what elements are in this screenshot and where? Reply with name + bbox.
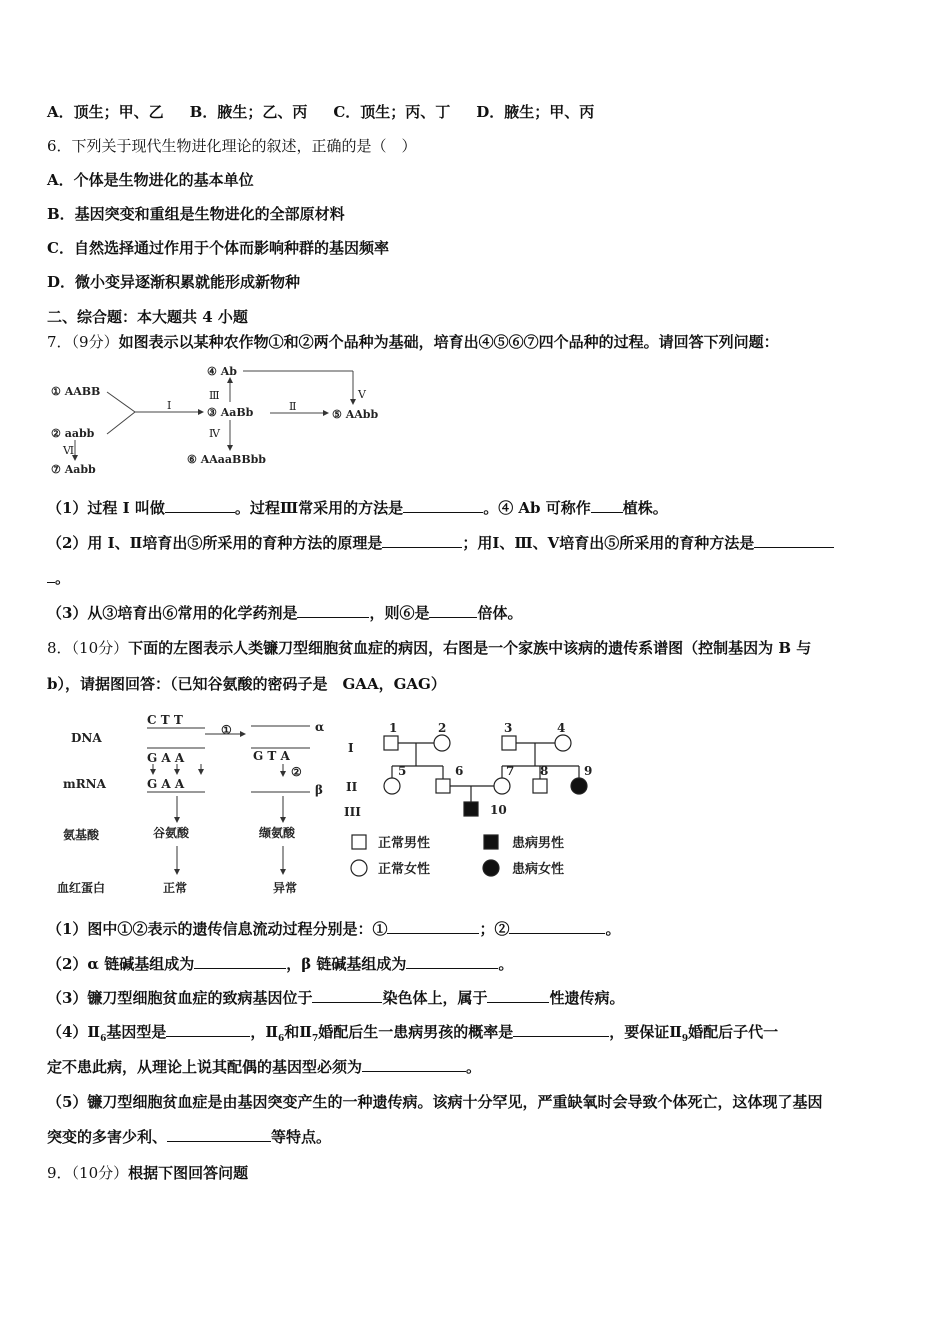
q8-sub2 bbox=[47, 954, 513, 974]
q7-score: （9分） bbox=[71, 333, 119, 351]
person-label-1: 1 bbox=[389, 721, 398, 735]
q7-s1-text-c: 。④ Ab 可称作 bbox=[483, 499, 591, 517]
q7-sub2-cont bbox=[47, 568, 70, 588]
q8-s2-blank-2[interactable] bbox=[406, 954, 498, 969]
person-10 bbox=[464, 802, 478, 816]
q7-s1-blank-3[interactable] bbox=[591, 498, 623, 513]
q8-s4-blank-1[interactable] bbox=[166, 1022, 250, 1037]
q8-s5b-text-a: 突变的多害少利、 bbox=[47, 1128, 168, 1146]
q8-s3-text-c: 性遗传病。 bbox=[549, 989, 625, 1007]
generation-1: I bbox=[348, 741, 354, 755]
step-2-label: ② bbox=[291, 765, 302, 779]
q7-number: 7． bbox=[47, 333, 72, 351]
pedigree-chart bbox=[342, 718, 612, 886]
node-5: ⑤ AAbb bbox=[332, 408, 379, 421]
mutant-strand: G T A bbox=[253, 749, 290, 763]
q9-stem bbox=[47, 1163, 248, 1183]
q8-s3-blank-2[interactable] bbox=[487, 988, 549, 1003]
person-label-7: 7 bbox=[506, 764, 515, 778]
legend-normal-female: 正常女性 bbox=[378, 862, 431, 877]
q8-sub1 bbox=[47, 919, 620, 939]
process-5: Ⅴ bbox=[358, 388, 366, 401]
node-6: ⑥ AAaaBBbb bbox=[187, 453, 266, 466]
label-dna: DNA bbox=[71, 731, 102, 745]
alpha-label: α bbox=[315, 720, 325, 734]
beta-label: β bbox=[315, 783, 323, 797]
sickle-cell-figure bbox=[55, 706, 345, 900]
person-label-8: 8 bbox=[540, 764, 549, 778]
q8-stem bbox=[47, 638, 811, 658]
legend-normal-male: 正常男性 bbox=[378, 836, 431, 851]
person-label-10: 10 bbox=[490, 803, 507, 817]
q7-s3-blank-2[interactable] bbox=[429, 603, 477, 618]
q5-option-a: A．顶生；甲、乙 bbox=[47, 103, 164, 121]
q8-s1-text-c: 。 bbox=[605, 920, 621, 938]
q8-sub4 bbox=[47, 1022, 778, 1049]
q7-s1-blank-1[interactable] bbox=[165, 498, 235, 513]
generation-2: II bbox=[346, 780, 358, 794]
q8-s4-text-a: （4）Ⅱ bbox=[47, 1023, 101, 1041]
q8-s2-text-a: （2）α 链碱基组成为 bbox=[47, 955, 195, 973]
q8-s2-blank-1[interactable] bbox=[194, 954, 286, 969]
q8-s4-sub-6: 6 bbox=[100, 1034, 107, 1044]
label-hemoglobin: 血红蛋白 bbox=[57, 881, 106, 895]
person-8 bbox=[533, 779, 547, 793]
person-label-3: 3 bbox=[504, 721, 513, 735]
q7-s2-blank-2-cont[interactable] bbox=[47, 568, 55, 583]
person-label-6: 6 bbox=[455, 764, 464, 778]
q8-s2-text-b: ，β 链碱基组成为 bbox=[286, 955, 407, 973]
result-normal: 正常 bbox=[163, 881, 188, 895]
valine: 缬氨酸 bbox=[259, 826, 296, 840]
person-label-2: 2 bbox=[438, 721, 447, 735]
q8-sub3 bbox=[47, 988, 624, 1008]
q7-s1-blank-2[interactable] bbox=[403, 498, 483, 513]
q7-text: 如图表示以某种农作物①和②两个品种为基础，培育出④⑤⑥⑦四个品种的过程。请回答下列问题： bbox=[118, 333, 779, 351]
q9-text: 根据下图回答问题 bbox=[128, 1164, 249, 1182]
q8-s4-text-c: ，Ⅱ bbox=[250, 1023, 279, 1041]
q8-s1-blank-2[interactable] bbox=[509, 919, 605, 934]
q6-option-d: D．微小变异逐渐积累就能形成新物种 bbox=[47, 273, 301, 291]
q6-option-b: B．基因突变和重组是生物进化的全部原材料 bbox=[47, 205, 345, 223]
q8-s5b-blank[interactable] bbox=[167, 1127, 271, 1142]
q8-s1-text-b: ；② bbox=[479, 920, 510, 938]
q8-s2-text-c: 。 bbox=[498, 955, 514, 973]
q5-option-b: B．腋生；乙、丙 bbox=[189, 103, 308, 121]
q5-option-d: D．腋生；甲、丙 bbox=[476, 103, 595, 121]
q8-s4-text-b: 基因型是 bbox=[106, 1023, 167, 1041]
q8-s4b-text-b: 。 bbox=[466, 1058, 482, 1076]
process-2: Ⅱ bbox=[289, 400, 297, 413]
q8-text-1: 下面的左图表示人类镰刀型细胞贫血症的病因，右图是一个家族中该病的遗传系谱图（控制基因为 B 与 bbox=[128, 639, 812, 657]
q8-s1-text-a: （1）图中①②表示的遗传信息流动过程分别是：① bbox=[47, 920, 388, 938]
process-1: I bbox=[167, 399, 172, 412]
q7-s2-blank-1[interactable] bbox=[382, 533, 462, 548]
node-1: ① AABB bbox=[51, 385, 101, 398]
legend-affected-female: 患病女性 bbox=[512, 862, 565, 877]
q7-s2-text-c: 。 bbox=[55, 569, 71, 587]
q7-s3-text-c: 倍体。 bbox=[477, 604, 523, 622]
q6-stem: 6．下列关于现代生物进化理论的叙述，正确的是（ ） bbox=[47, 137, 417, 155]
process-6: Ⅵ bbox=[63, 444, 75, 457]
person-label-9: 9 bbox=[584, 764, 593, 778]
q8-number: 8． bbox=[47, 639, 72, 657]
q7-s2-text-a: （2）用 I、Ⅱ培育出⑤所采用的育种方法的原理是 bbox=[47, 534, 383, 552]
node-4: ④ Ab bbox=[207, 365, 237, 378]
q8-s4-text-f: ，要保证Ⅱ bbox=[609, 1023, 682, 1041]
label-amino-acid: 氨基酸 bbox=[63, 828, 100, 842]
q6-option-c: C．自然选择通过作用于个体而影响种群的基因频率 bbox=[47, 239, 389, 257]
q8-s5b-text-b: 等特点。 bbox=[271, 1128, 332, 1146]
q8-s4b-text-a: 定不患此病，从理论上说其配偶的基因型必须为 bbox=[47, 1058, 363, 1076]
step-1-label: ① bbox=[221, 723, 232, 737]
q8-s3-text-b: 染色体上，属于 bbox=[382, 989, 488, 1007]
q7-s3-text-b: ，则⑥是 bbox=[369, 604, 430, 622]
q7-s3-blank-1[interactable] bbox=[297, 603, 369, 618]
q8-sub4-cont bbox=[47, 1057, 481, 1077]
q8-s4-sub-9: 9 bbox=[681, 1034, 689, 1044]
q7-s2-blank-2[interactable] bbox=[754, 533, 834, 548]
person-4 bbox=[555, 735, 571, 751]
q8-score: （10分） bbox=[71, 639, 129, 657]
q7-s1-text-b: 。过程Ⅲ常采用的方法是 bbox=[234, 499, 404, 517]
process-4: Ⅳ bbox=[209, 427, 220, 440]
process-3: Ⅲ bbox=[209, 389, 220, 402]
q8-s4b-blank[interactable] bbox=[362, 1057, 466, 1072]
q7-s2-text-b: ；用Ⅰ、Ⅲ、Ⅴ培育出⑤所采用的育种方法是 bbox=[462, 534, 755, 552]
breeding-diagram bbox=[45, 362, 405, 480]
q8-s4-text-d: 和Ⅱ bbox=[284, 1023, 312, 1041]
q7-stem bbox=[47, 332, 779, 352]
q8-s4-blank-2[interactable] bbox=[513, 1022, 609, 1037]
person-2 bbox=[434, 735, 450, 751]
label-mrna: mRNA bbox=[63, 777, 106, 791]
q5-options bbox=[47, 102, 620, 122]
q8-s3-blank-1[interactable] bbox=[312, 988, 382, 1003]
q9-number: 9． bbox=[47, 1164, 72, 1182]
legend-affected-male: 患病男性 bbox=[512, 836, 565, 851]
person-6 bbox=[436, 779, 450, 793]
q7-sub3 bbox=[47, 603, 522, 623]
node-2: ② aabb bbox=[51, 427, 95, 440]
person-5 bbox=[384, 778, 400, 794]
q7-s1-text-d: 植株。 bbox=[622, 499, 668, 517]
person-9 bbox=[571, 778, 587, 794]
q6-option-a: A．个体是生物进化的基本单位 bbox=[47, 171, 254, 189]
q8-stem-2: b），请据图回答：（已知谷氨酸的密码子是 GAA，GAG） bbox=[47, 675, 446, 693]
q8-s4-sub-7: 7 bbox=[311, 1034, 319, 1044]
q9-score: （10分） bbox=[71, 1164, 129, 1182]
person-7 bbox=[494, 778, 510, 794]
mrna-sequence: G A A bbox=[147, 777, 185, 791]
q8-s4-sub-6b: 6 bbox=[278, 1034, 285, 1044]
q8-sub5-cont bbox=[47, 1127, 331, 1147]
dna-bottom-strand: G A A bbox=[147, 751, 185, 765]
q5-option-c: C．顶生；丙、丁 bbox=[333, 103, 451, 121]
section-heading: 二、综合题：本大题共 4 小题 bbox=[47, 308, 248, 326]
person-label-5: 5 bbox=[398, 764, 407, 778]
node-3: ③ AaBb bbox=[207, 406, 254, 419]
result-abnormal: 异常 bbox=[273, 881, 298, 895]
dna-top-strand: C T T bbox=[147, 713, 183, 727]
generation-3: III bbox=[344, 805, 361, 819]
glutamic-acid: 谷氨酸 bbox=[153, 826, 190, 840]
q8-s4-text-g: 婚配后子代一 bbox=[688, 1023, 779, 1041]
person-1 bbox=[384, 736, 398, 750]
q7-s3-text-a: （3）从③培育出⑥常用的化学药剂是 bbox=[47, 604, 298, 622]
q7-sub1 bbox=[47, 498, 668, 518]
q8-sub5: （5）镰刀型细胞贫血症是由基因突变产生的一种遗传病。该病十分罕见，严重缺氧时会导致个体死亡，这体现了基因 bbox=[47, 1093, 823, 1111]
q8-s1-blank-1[interactable] bbox=[387, 919, 479, 934]
q7-s1-text-a: （1）过程 I 叫做 bbox=[47, 499, 165, 517]
node-7: ⑦ Aabb bbox=[51, 463, 96, 476]
q7-sub2 bbox=[47, 533, 834, 553]
q8-s3-text-a: （3）镰刀型细胞贫血症的致病基因位于 bbox=[47, 989, 313, 1007]
q8-s4-text-e: 婚配后生一患病男孩的概率是 bbox=[318, 1023, 514, 1041]
person-3 bbox=[502, 736, 516, 750]
person-label-4: 4 bbox=[557, 721, 566, 735]
